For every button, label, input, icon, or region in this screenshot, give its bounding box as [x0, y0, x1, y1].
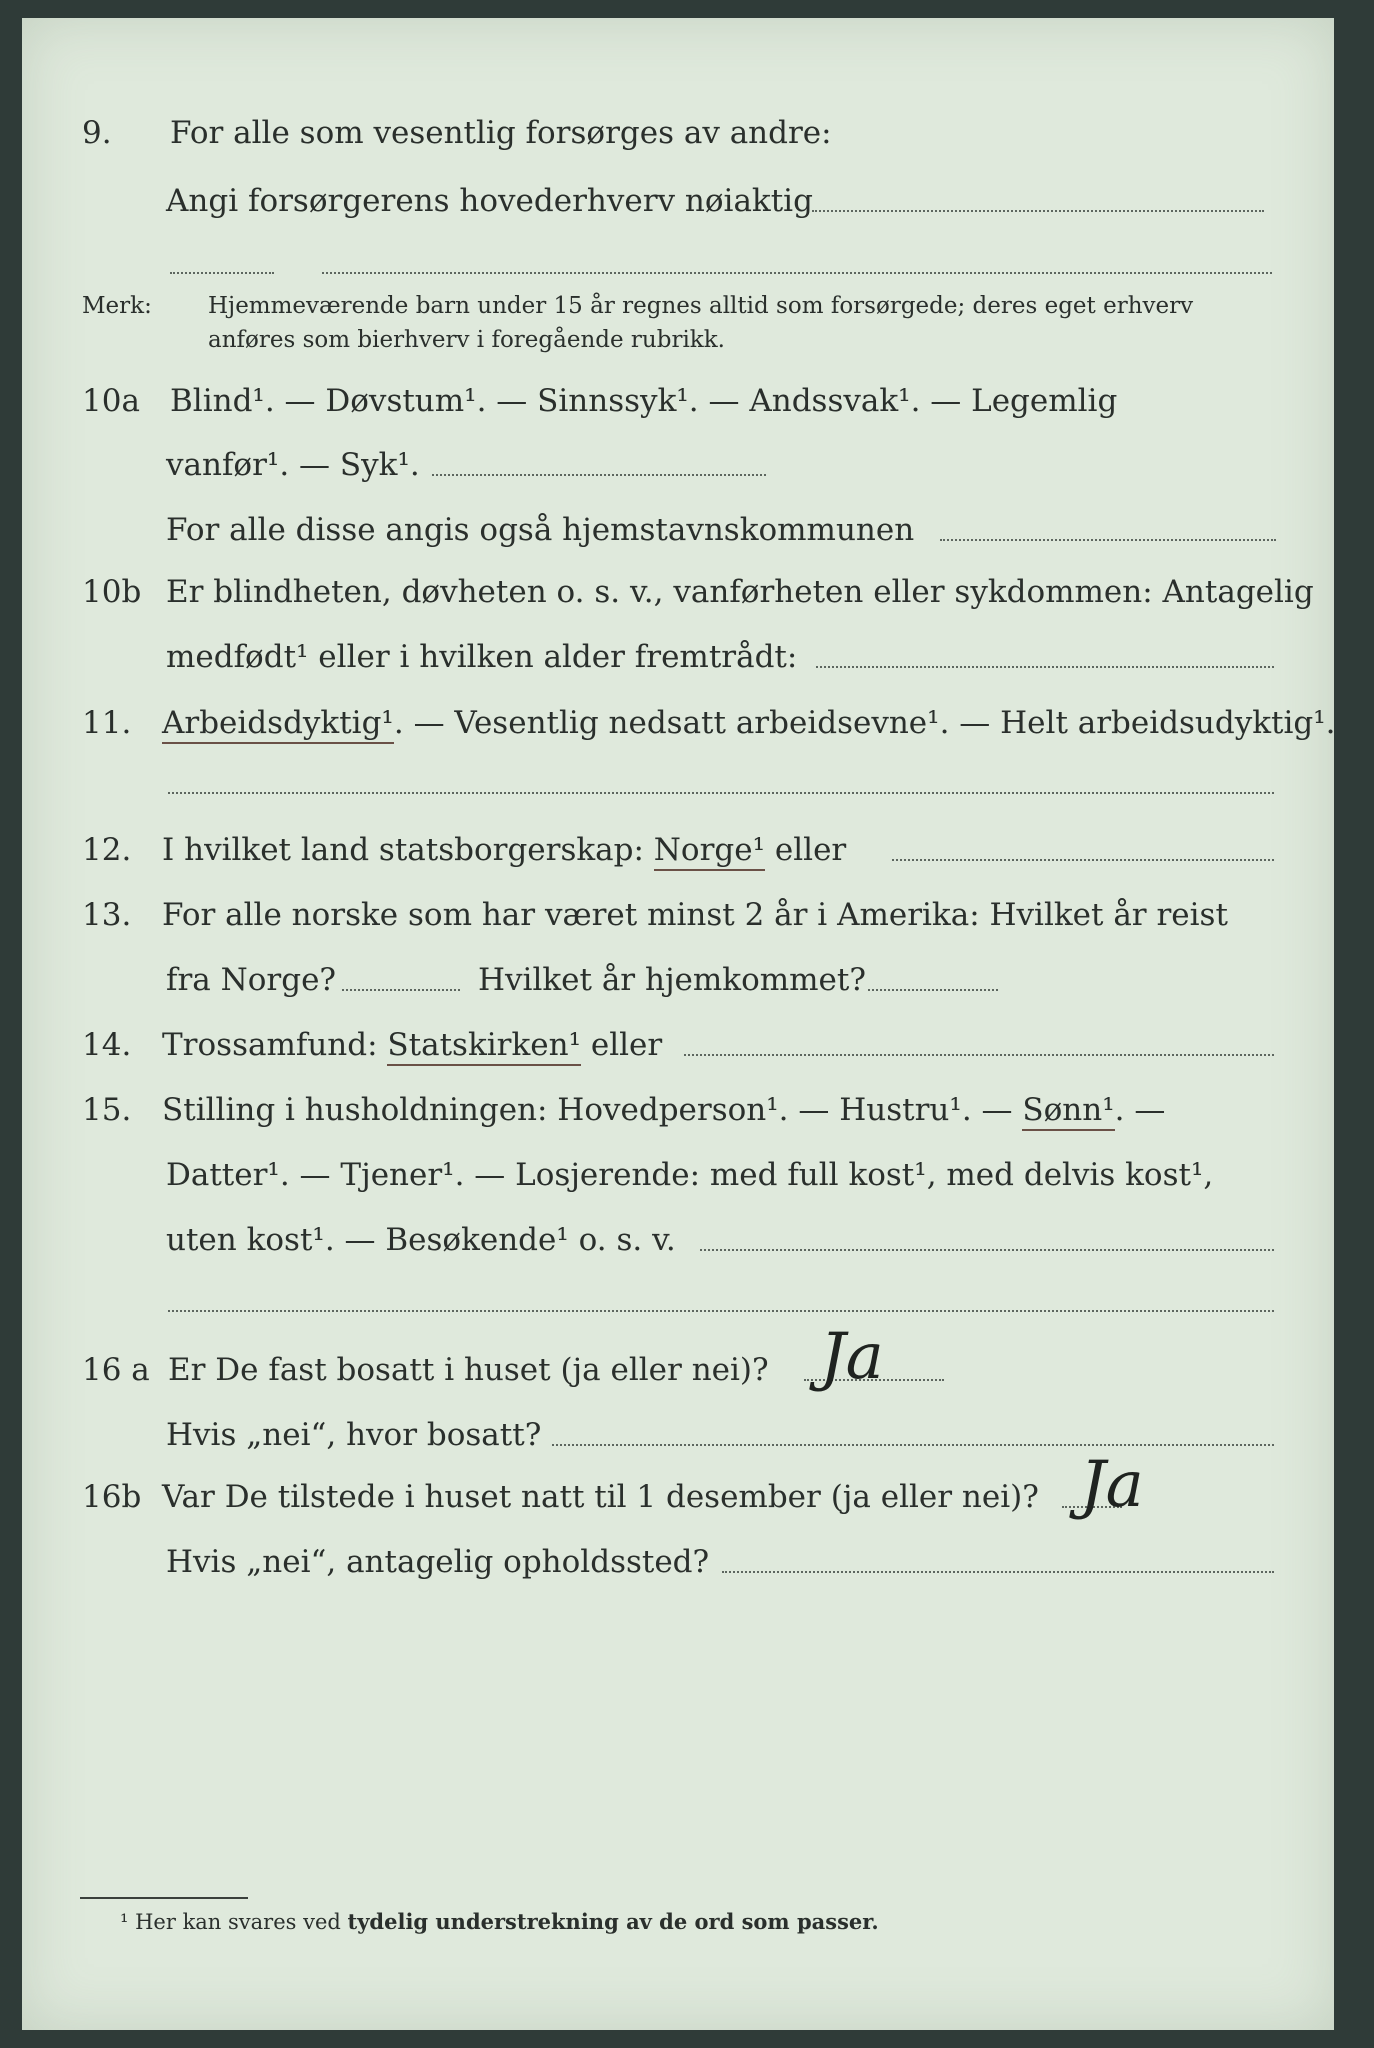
footnote-rule [80, 1897, 248, 1899]
q16b-number: 16b [82, 1479, 142, 1515]
q14-post: eller [590, 1027, 663, 1063]
q12-text [162, 825, 846, 875]
q10b-number: 10b [82, 574, 142, 610]
q10a-text-1: Blind¹. — Døvstum¹. — Sinnssyk¹. — Andssvak¹. — Legemlig [170, 383, 1118, 419]
q16a-text-2: Hvis „nei“, hvor bosatt? [166, 1417, 542, 1453]
q15-line-2 [0, 1150, 1374, 1200]
q13-text-1: For alle norske som har været minst 2 år i Amerika: Hvilket år reist [162, 897, 1228, 933]
q14-line [0, 1020, 1374, 1070]
q15-text-3: uten kost¹. — Besøkende¹ o. s. v. [166, 1222, 676, 1258]
q14-answer-underlined[interactable]: Statskirken¹ [387, 1027, 581, 1066]
q16b-where-answer-line[interactable] [722, 1571, 1274, 1573]
q14-pre: Trossamfund: [162, 1027, 378, 1063]
q10b-text-2: medfødt¹ eller i hvilken alder fremtrådt: [166, 639, 798, 675]
q16b-text-1: Var De tilstede i huset natt til 1 desember (ja eller nei)? [162, 1479, 1039, 1515]
q16a-text-1: Er De fast bosatt i huset (ja eller nei)? [168, 1352, 769, 1388]
q16b-handwritten-answer: Ja [1080, 1448, 1144, 1522]
q9-answer-line[interactable] [812, 210, 1264, 212]
q9-answer-line-2b[interactable] [322, 272, 1272, 274]
q14-text [162, 1020, 662, 1070]
q15-number: 15. [82, 1092, 132, 1128]
q10a-municipality-answer-line[interactable] [940, 539, 1276, 541]
q12-number: 12. [82, 832, 132, 868]
q14-number: 14. [82, 1027, 132, 1063]
q13-text-2b: Hvilket år hjemkommet? [478, 962, 866, 998]
q10a-line-2 [0, 440, 1374, 490]
q13-number: 13. [82, 897, 132, 933]
q11-answer-underlined[interactable]: Arbeidsdyktig¹ [162, 705, 394, 744]
q15-line-1 [0, 1085, 1374, 1135]
q10b-text-1: Er blindheten, døvheten o. s. v., vanførheten eller sykdommen: Antagelig [166, 574, 1314, 610]
q11-text [162, 698, 1336, 748]
q10a-number: 10a [82, 383, 140, 419]
q11-line [0, 698, 1374, 748]
q16a-handwritten-answer: Ja [820, 1320, 884, 1394]
q16a-number: 16 a [82, 1352, 150, 1388]
q10b-answer-line[interactable] [816, 666, 1274, 668]
q16a-line-1 [0, 1345, 1374, 1395]
q15-text-1 [162, 1085, 1165, 1135]
q16b-text-2: Hvis „nei“, antagelig opholdssted? [166, 1544, 710, 1580]
q10b-line-1 [0, 567, 1374, 617]
q11-rest: . — Vesentlig nedsatt arbeidsevne¹. — Helt arbeidsudyktig¹. [393, 705, 1336, 741]
q16a-line-2 [0, 1410, 1374, 1460]
q15-post: . — [1114, 1092, 1166, 1128]
q12-answer-line[interactable] [892, 859, 1274, 861]
q11-answer-line[interactable] [168, 792, 1274, 794]
footnote [120, 1907, 879, 1937]
footnote-pre: Her kan svares ved [135, 1910, 341, 1934]
q10a-line-1 [0, 376, 1374, 426]
q12-line [0, 825, 1374, 875]
q10a-text-2: vanfør¹. — Syk¹. [166, 447, 420, 483]
q10b-line-2 [0, 632, 1374, 682]
q15-answer-line[interactable] [700, 1249, 1274, 1251]
q13-line-2 [0, 955, 1374, 1005]
q10a-sick-answer-line[interactable] [432, 474, 766, 476]
q15-text-2: Datter¹. — Tjener¹. — Losjerende: med full kost¹, med delvis kost¹, [166, 1157, 1214, 1193]
q10a-line-3 [0, 505, 1374, 555]
q9-number: 9. [82, 115, 112, 151]
q15-answer-line-2[interactable] [168, 1310, 1274, 1312]
q13-year-left-answer-line[interactable] [342, 989, 460, 991]
merk-text-1: Hjemmeværende barn under 15 år regnes alltid som forsørgede; deres eget erhverv [208, 293, 1194, 319]
merk-text-2: anføres som bierhverv i foregående rubrikk. [208, 327, 725, 353]
q16a-where-answer-line[interactable] [552, 1444, 1274, 1446]
footnote-bold: tydelig understrekning av de ord som passer. [347, 1909, 879, 1934]
merk-label: Merk: [82, 293, 152, 319]
q16b-line-2 [0, 1537, 1374, 1587]
q13-text-2a: fra Norge? [166, 962, 337, 998]
q13-line-1 [0, 890, 1374, 940]
q15-answer-underlined[interactable]: Sønn¹ [1022, 1092, 1114, 1131]
q15-line-3 [0, 1215, 1374, 1265]
footnote-mark: ¹ [120, 1910, 129, 1934]
q13-year-returned-answer-line[interactable] [868, 989, 998, 991]
q12-pre: I hvilket land statsborgerskap: [162, 832, 644, 868]
q10a-text-3: For alle disse angis også hjemstavnskommunen [166, 512, 915, 548]
q11-number: 11. [82, 705, 132, 741]
q12-answer-underlined[interactable]: Norge¹ [654, 832, 765, 871]
q9-text-2: Angi forsørgerens hovederhverv nøiaktig [166, 183, 813, 219]
q9-line-2 [0, 176, 1374, 226]
q9-line-1 [0, 108, 1374, 158]
q14-answer-line[interactable] [684, 1054, 1274, 1056]
q9-answer-line-2a[interactable] [170, 272, 274, 274]
q16b-line-1 [0, 1472, 1374, 1522]
q9-text-1: For alle som vesentlig forsørges av andre: [170, 115, 832, 151]
q15-pre: Stilling i husholdningen: Hovedperson¹. — Hustru¹. — [162, 1092, 1013, 1128]
q12-post: eller [774, 832, 847, 868]
